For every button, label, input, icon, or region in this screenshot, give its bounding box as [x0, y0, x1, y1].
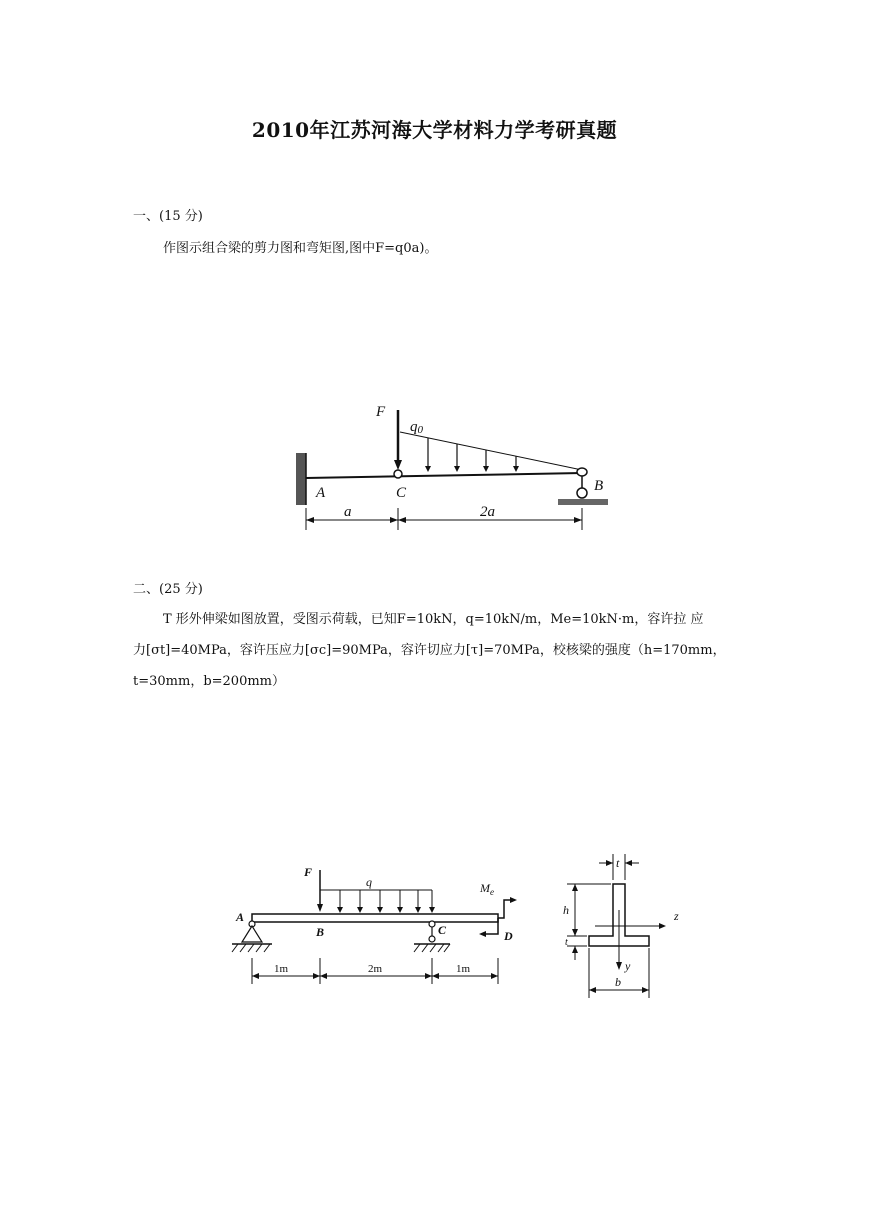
- problem-1-heading: 一、(15 分): [133, 209, 203, 224]
- label-D: D: [504, 929, 513, 943]
- problem-2-line-2: 力[σt]=40MPa，容许压应力[σc]=90MPa，容许切应力[τ]=70MPa，校核梁的强度（h=170mm，: [133, 643, 726, 658]
- figure-overhang-beam: [228, 858, 528, 1008]
- beam-line: [306, 473, 582, 478]
- force-F-arrow: [394, 410, 402, 470]
- problem-2-heading: 二、(25 分): [133, 582, 203, 597]
- label-F: F: [376, 404, 386, 420]
- label-A: A: [236, 910, 245, 924]
- label-C: C: [438, 923, 447, 937]
- dim-1m-right: 1m: [456, 963, 471, 975]
- force-F-arrow: [317, 870, 323, 912]
- label-h: h: [563, 903, 569, 917]
- beam-body: [252, 914, 498, 922]
- z-axis: [595, 923, 666, 929]
- label-Me: M: [480, 881, 490, 895]
- figure-composite-beam: [290, 398, 610, 543]
- pin-support-A: [232, 921, 272, 952]
- label-C: C: [396, 485, 407, 501]
- label-q: q: [366, 875, 372, 889]
- label-F: F: [304, 865, 313, 879]
- label-B: B: [594, 478, 604, 494]
- dim-2a: 2a: [480, 504, 495, 520]
- label-z: z: [674, 909, 679, 923]
- problem-1-text: 作图示组合梁的剪力图和弯矩图,图中F=q0a)。: [163, 241, 438, 256]
- label-t-flange: t: [565, 937, 568, 948]
- svg-text:q0: [410, 419, 424, 436]
- dim-a: a: [344, 504, 352, 520]
- label-b: b: [615, 975, 621, 989]
- label-A: A: [316, 485, 326, 501]
- hinge-C: [394, 470, 402, 478]
- figure-t-section: [555, 850, 695, 1005]
- problem-2-text: [133, 604, 739, 697]
- dim-2m: 2m: [368, 963, 383, 975]
- label-Me-sub: e: [490, 887, 494, 897]
- problem-2-line-1: T 形外伸梁如图放置，受图示荷载，已知F=10kN，q=10kN/m，Me=10kN·m，容许拉 应: [163, 612, 704, 627]
- problem-2-line-3: t=30mm，b=200mm）: [133, 674, 285, 689]
- svg-text:Me: [479, 881, 494, 897]
- label-q0: q: [410, 419, 418, 435]
- label-y: y: [625, 959, 631, 973]
- dim-1m-left: 1m: [274, 963, 289, 975]
- label-t-top: t: [616, 856, 620, 870]
- label-q0-sub: 0: [417, 424, 423, 436]
- fixed-wall-A: [296, 453, 306, 505]
- page-title: 2010年江苏河海大学材料力学考研真题: [251, 118, 618, 142]
- label-B: B: [316, 925, 325, 939]
- distributed-load-q0: [400, 432, 582, 472]
